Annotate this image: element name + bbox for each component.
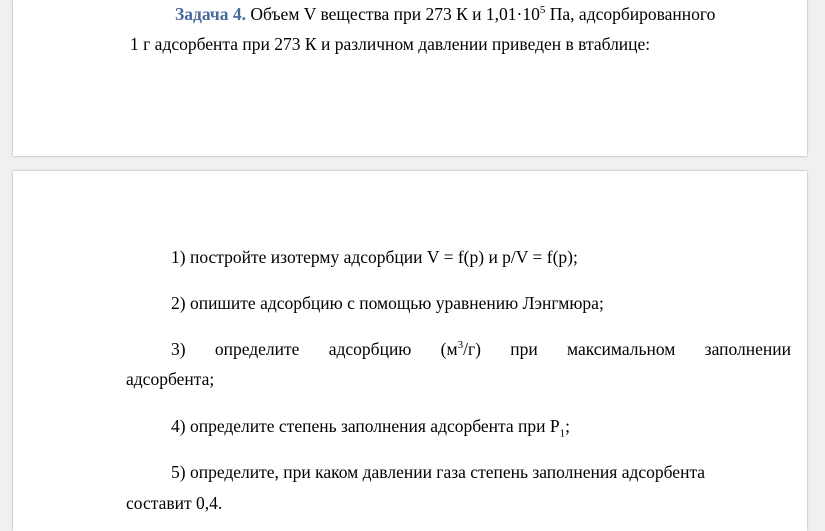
task-text-part2: Па, адсорбированного [545, 4, 716, 24]
item-1: 1) постройте изотерму адсорбции V = f(p) и p/V = f(p); [171, 247, 578, 267]
item-5-line2: составит 0,4. [126, 493, 223, 513]
item-3-unit-tail: /г) [463, 339, 481, 359]
item-3-word: при [510, 339, 538, 359]
item-3-line1 [171, 338, 791, 360]
item-3-word: адсорбцию [328, 339, 412, 359]
item-3-unit-base: (м [440, 339, 458, 359]
item-3-word: максимальном [567, 339, 676, 359]
item-3-unit-exponent: 3 [457, 339, 464, 352]
document-page-top [13, 0, 807, 156]
item-4-end: ; [565, 416, 571, 436]
task-label: Задача 4. [175, 4, 247, 24]
item-4 [171, 415, 571, 440]
task-text-line2: 1 г адсорбента при 273 К и различном давлении приведен в втаблице: [130, 34, 651, 54]
item-3-line2: адсорбента; [126, 369, 215, 389]
item-4-subscript: 1 [559, 427, 566, 440]
document-page-bottom [13, 171, 807, 531]
task-heading-line [175, 3, 715, 25]
item-3-unit [441, 338, 481, 360]
task-exponent: 5 [539, 4, 546, 17]
task-text-part1: Объем V вещества при 273 К и 1,01·10 [246, 4, 540, 24]
item-3-word: определите [214, 339, 300, 359]
item-3-word: заполнении [704, 339, 791, 359]
item-2: 2) опишите адсорбцию с помощью уравнению Лэнгмюра; [171, 293, 604, 313]
item-5-line1: 5) определите, при каком давлении газа степень заполнения адсорбента [171, 462, 706, 482]
item-4-text: 4) определите степень заполнения адсорбента при P [171, 416, 560, 436]
item-3-word: 3) [171, 339, 186, 359]
